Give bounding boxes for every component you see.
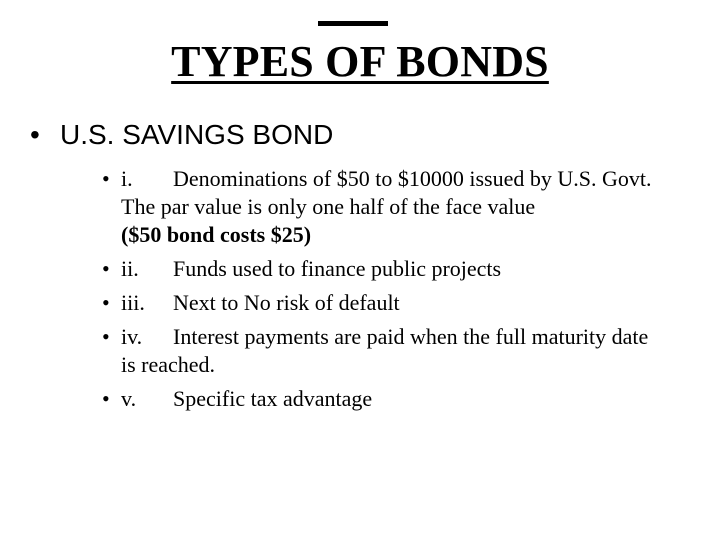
item-number: iv. bbox=[121, 324, 143, 349]
list-item bbox=[102, 255, 662, 283]
list-item bbox=[102, 165, 662, 249]
item-number: i. bbox=[121, 166, 133, 191]
bullet-icon: • bbox=[102, 386, 110, 411]
item-text: Interest payments are paid when the full maturity date is reached. bbox=[121, 324, 649, 377]
bullet-icon: • bbox=[102, 324, 110, 349]
item-text: Denominations of $50 to $10000 issued by U.S. Govt. The par value is only one half of the face value bbox=[121, 166, 652, 219]
slide-title-text: TYPES OF BONDS bbox=[171, 37, 549, 86]
list-item bbox=[102, 385, 662, 413]
main-bullet-text: U.S. SAVINGS BOND bbox=[60, 119, 334, 150]
item-bold-text: ($50 bond costs $25) bbox=[121, 222, 312, 247]
bullet-icon: • bbox=[102, 256, 110, 281]
item-text: Specific tax advantage bbox=[173, 386, 373, 411]
bullet-icon: • bbox=[102, 166, 110, 191]
sub-bullet-list bbox=[102, 165, 662, 419]
item-number: ii. bbox=[121, 256, 139, 281]
bullet-icon: • bbox=[102, 290, 110, 315]
item-text: Next to No risk of default bbox=[173, 290, 400, 315]
main-bullet bbox=[30, 117, 333, 153]
list-item bbox=[102, 323, 662, 379]
list-item bbox=[102, 289, 662, 317]
title-decoration-bar bbox=[318, 21, 388, 26]
item-number: v. bbox=[121, 386, 137, 411]
item-number: iii. bbox=[121, 290, 145, 315]
item-text: Funds used to finance public projects bbox=[173, 256, 502, 281]
bullet-icon: • bbox=[30, 119, 40, 150]
slide-title bbox=[0, 38, 720, 86]
